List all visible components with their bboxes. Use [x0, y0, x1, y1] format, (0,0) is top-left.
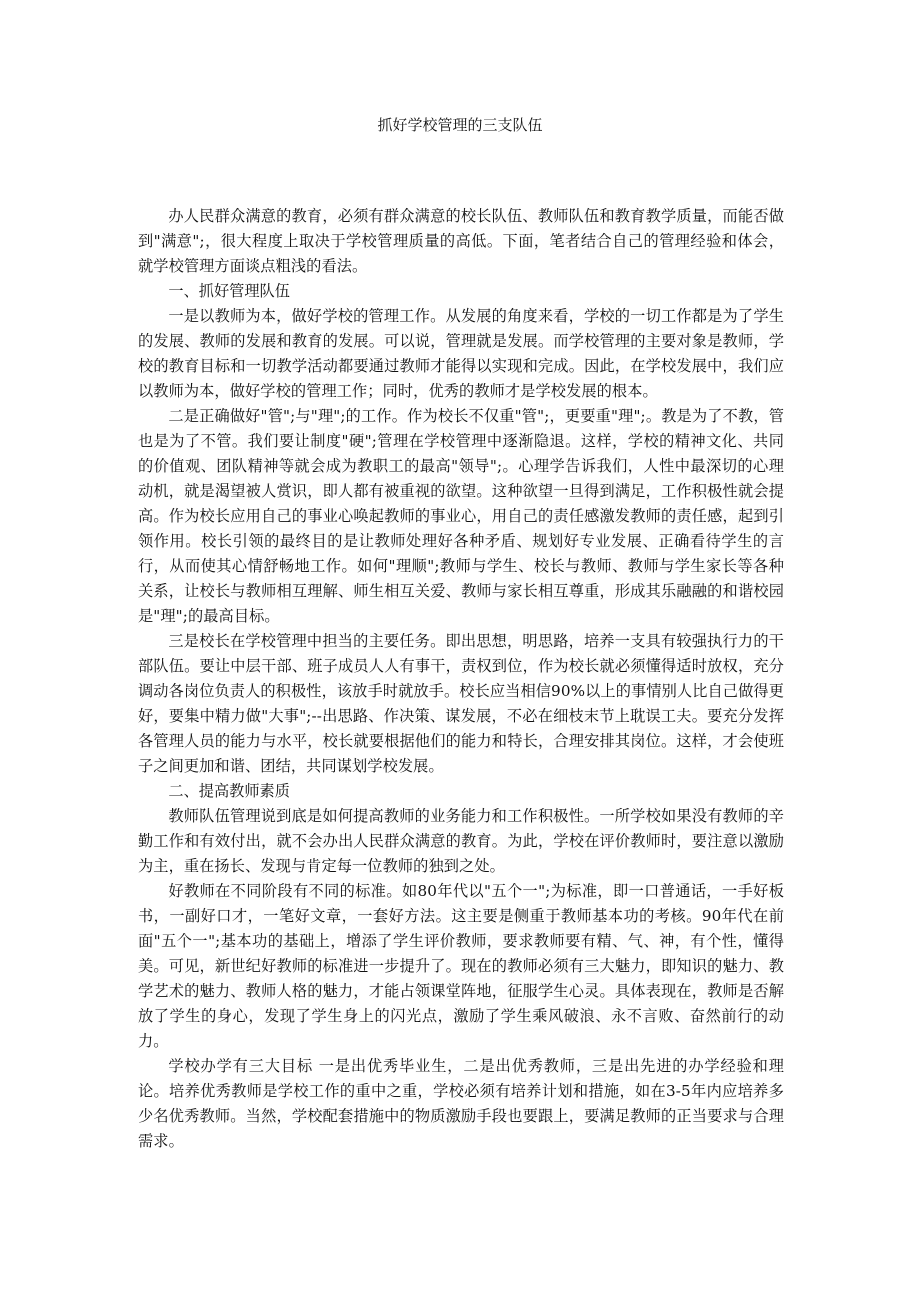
paragraph: 好教师在不同阶段有不同的标准。如80年代以"五个一";为标准，即一口普通话，一手好板书，一副好口才，一笔好文章，一套好方法。这主要是侧重于教师基本功的考核。90年代在前面"五个一";基本功的基础上，增添了学生评价教师，要求教师要有精、气、神，有个性，懂得美。可见，新世纪好教师的标准进一步提升了。现在的教师必须有三大魅力，即知识的魅力、教学艺术的魅力、教师人格的魅力，才能占领课堂阵地，征服学生心灵。具体表现在，教师是否解放了学生的身心，发现了学生身上的闪光点，激励了学生乘风破浪、永不言败、奋然前行的动力。	[138, 882, 784, 1050]
paragraph: 办人民群众满意的教育，必须有群众满意的校长队伍、教师队伍和教育教学质量，而能否做到"满意";，很大程度上取决于学校管理质量的高低。下面，笔者结合自己的管理经验和体会，就学校管理方面谈点粗浅的看法。	[138, 207, 784, 275]
paragraph: 学校办学有三大目标 一是出优秀毕业生，二是出优秀教师，三是出先进的办学经验和理论。培养优秀教师是学校工作的重中之重，学校必须有培养计划和措施，如在3-5年内应培养多少名优秀教师。当然，学校配套措施中的物质激励手段也要跟上，要满足教师的正当要求与合理需求。	[138, 1057, 784, 1150]
paragraph: 教师队伍管理说到底是如何提高教师的业务能力和工作积极性。一所学校如果没有教师的辛勤工作和有效付出，就不会办出人民群众满意的教育。为此，学校在评价教师时，要注意以激励为主，重在扬长、发现与肯定每一位教师的独到之处。	[138, 807, 784, 875]
document-body	[138, 204, 784, 1154]
section-heading: 一、抓好管理队伍	[168, 282, 290, 300]
paragraph: 二是正确做好"管";与"理";的工作。作为校长不仅重"管";，更要重"理";。教是为了不教，管也是为了不管。我们要让制度"硬";管理在学校管理中逐渐隐退。这样，学校的精神文化、共同的价值观、团队精神等就会成为教职工的最高"领导";。心理学告诉我们，人性中最深切的心理动机，就是渴望被人赏识，即人都有被重视的欲望。这种欲望一旦得到满足，工作积极性就会提高。作为校长应用自己的事业心唤起教师的事业心，用自己的责任感激发教师的责任感，起到引领作用。校长引领的最终目的是让教师处理好各种矛盾、规划好专业发展、正确看待学生的言行，从而使其心情舒畅地工作。如何"理顺";教师与学生、校长与教师、教师与学生家长等各种关系，让校长与教师相互理解、师生相互关爱、教师与家长相互尊重，形成其乐融融的和谐校园是"理";的最高目标。	[138, 407, 784, 625]
section-heading: 二、提高教师素质	[168, 782, 290, 800]
document-title: 抓好学校管理的三支队伍	[377, 116, 543, 134]
paragraph: 一是以教师为本，做好学校的管理工作。从发展的角度来看，学校的一切工作都是为了学生的发展、教师的发展和教育的发展。可以说，管理就是发展。而学校管理的主要对象是教师，学校的教育目标和一切教学活动都要通过教师才能得以实现和完成。因此，在学校发展中，我们应以教师为本，做好学校的管理工作；同时，优秀的教师才是学校发展的根本。	[138, 307, 784, 400]
paragraph: 三是校长在学校管理中担当的主要任务。即出思想，明思路，培养一支具有较强执行力的干部队伍。要让中层干部、班子成员人人有事干，责权到位，作为校长就必须懂得适时放权，充分调动各岗位负责人的积极性，该放手时就放手。校长应当相信90%以上的事情别人比自己做得更好，要集中精力做"大事";--出思路、作决策、谋发展，不必在细枝末节上耽误工夫。要充分发挥各管理人员的能力与水平，校长就要根据他们的能力和特长，合理安排其岗位。这样，才会使班子之间更加和谐、团结，共同谋划学校发展。	[138, 632, 784, 775]
